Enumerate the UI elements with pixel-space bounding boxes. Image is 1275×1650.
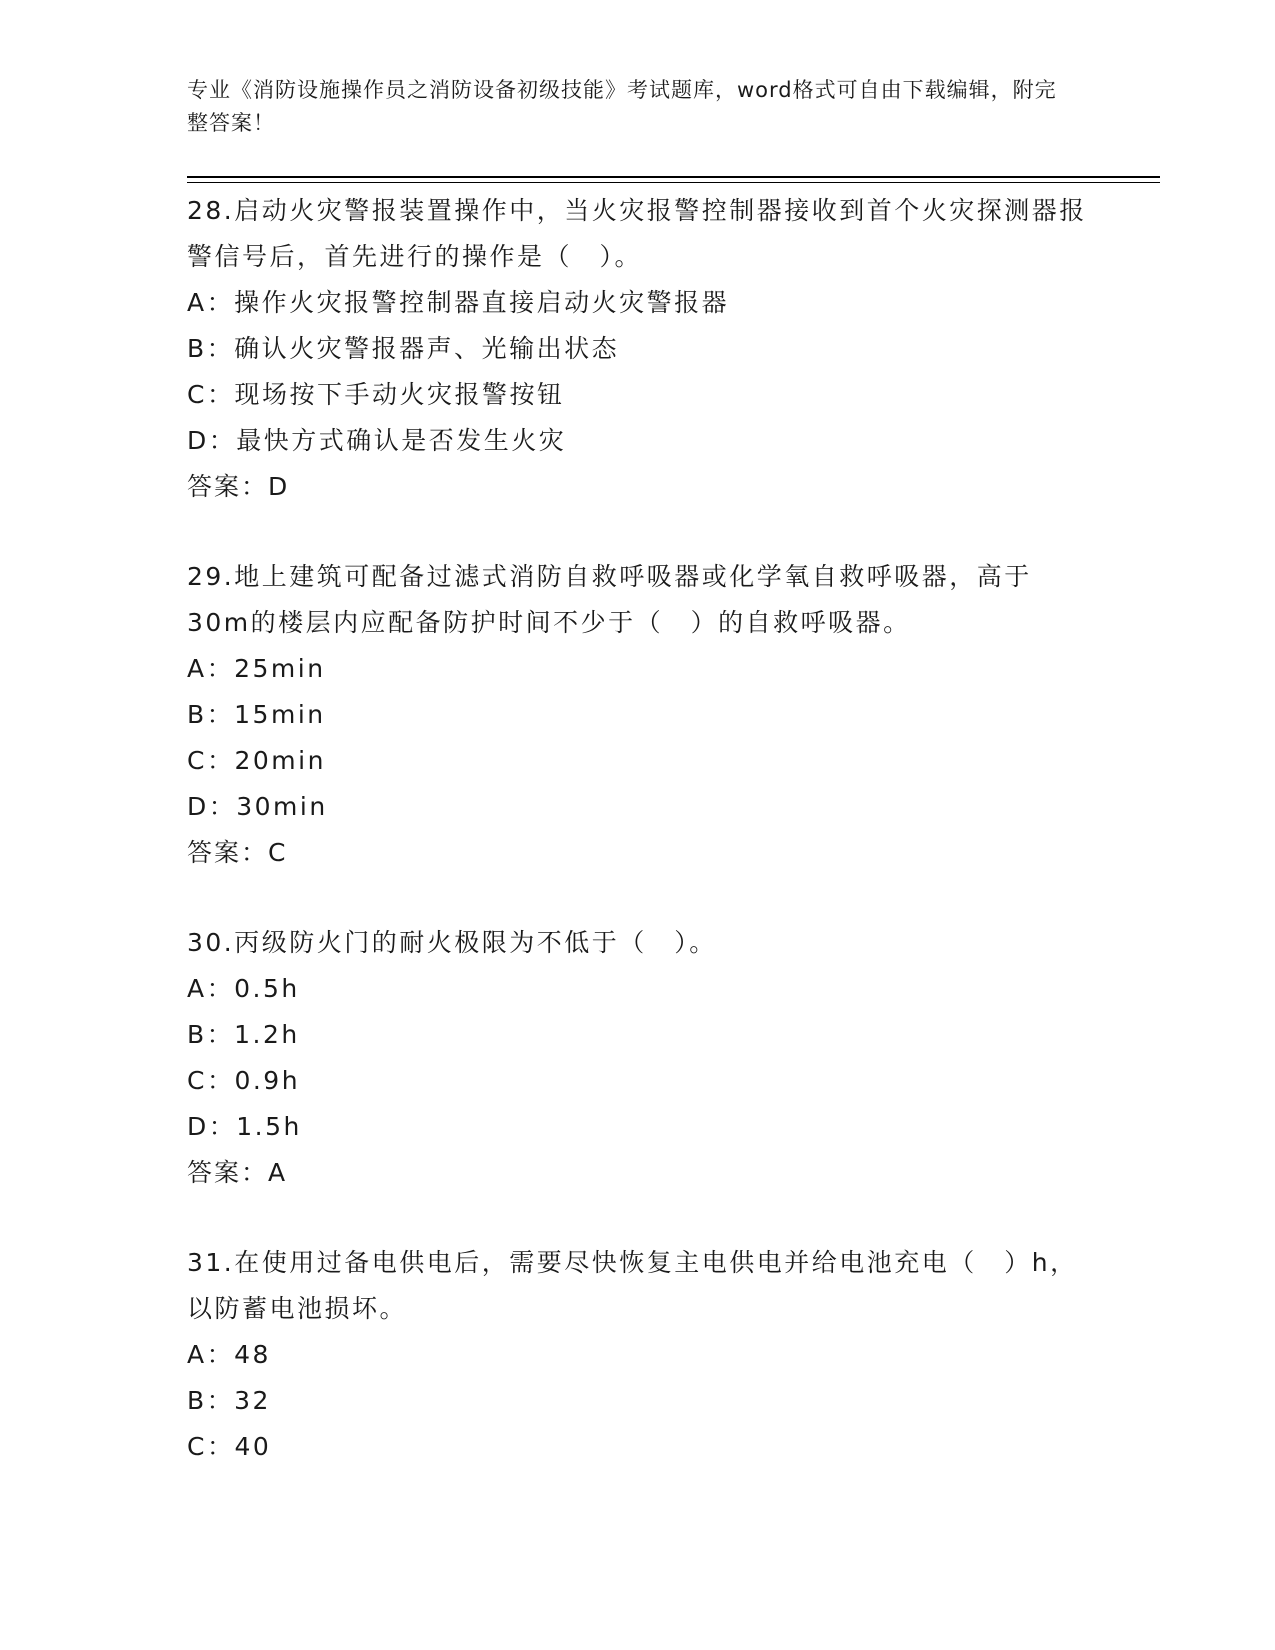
document-header: 专业《消防设施操作员之消防设备初级技能》考试题库，word格式可自由下载编辑，附完整答案！ (187, 78, 1057, 135)
header-rule-thick (187, 176, 1160, 178)
question-list (187, 188, 1087, 1514)
option-a: A：操作火灾报警控制器直接启动火灾警报器 (187, 288, 730, 317)
option-b: B：15min (187, 700, 326, 729)
option-a: A：25min (187, 654, 326, 683)
option-d: D：1.5h (187, 1112, 302, 1141)
header-rule-thin (187, 182, 1160, 183)
option-b: B：确认火灾警报器声、光输出状态 (187, 334, 620, 363)
question-text: 28.启动火灾警报装置操作中，当火灾报警控制器接收到首个火灾探测器报警信号后，首先进行的操作是（ ）。 (187, 196, 1087, 271)
question-31 (187, 1240, 1087, 1470)
question-29 (187, 554, 1087, 876)
option-d: D：30min (187, 792, 328, 821)
answer: 答案：C (187, 838, 288, 867)
answer: 答案：D (187, 472, 290, 501)
answer: 答案：A (187, 1158, 288, 1187)
option-d: D：最快方式确认是否发生火灾 (187, 426, 567, 455)
question-text: 29.地上建筑可配备过滤式消防自救呼吸器或化学氧自救呼吸器，高于30m的楼层内应配备防护时间不少于（ ）的自救呼吸器。 (187, 562, 1032, 637)
option-c: C：现场按下手动火灾报警按钮 (187, 380, 565, 409)
option-c: C：0.9h (187, 1066, 301, 1095)
option-b: B：32 (187, 1386, 271, 1415)
question-30 (187, 920, 1087, 1196)
question-28 (187, 188, 1087, 510)
option-a: A：48 (187, 1340, 271, 1369)
option-c: C：20min (187, 746, 326, 775)
option-c: C：40 (187, 1432, 272, 1461)
option-b: B：1.2h (187, 1020, 300, 1049)
question-text: 31.在使用过备电供电后，需要尽快恢复主电供电并给电池充电（ ）h，以防蓄电池损坏。 (187, 1248, 1078, 1323)
option-a: A：0.5h (187, 974, 300, 1003)
question-text: 30.丙级防火门的耐火极限为不低于（ ）。 (187, 928, 717, 957)
